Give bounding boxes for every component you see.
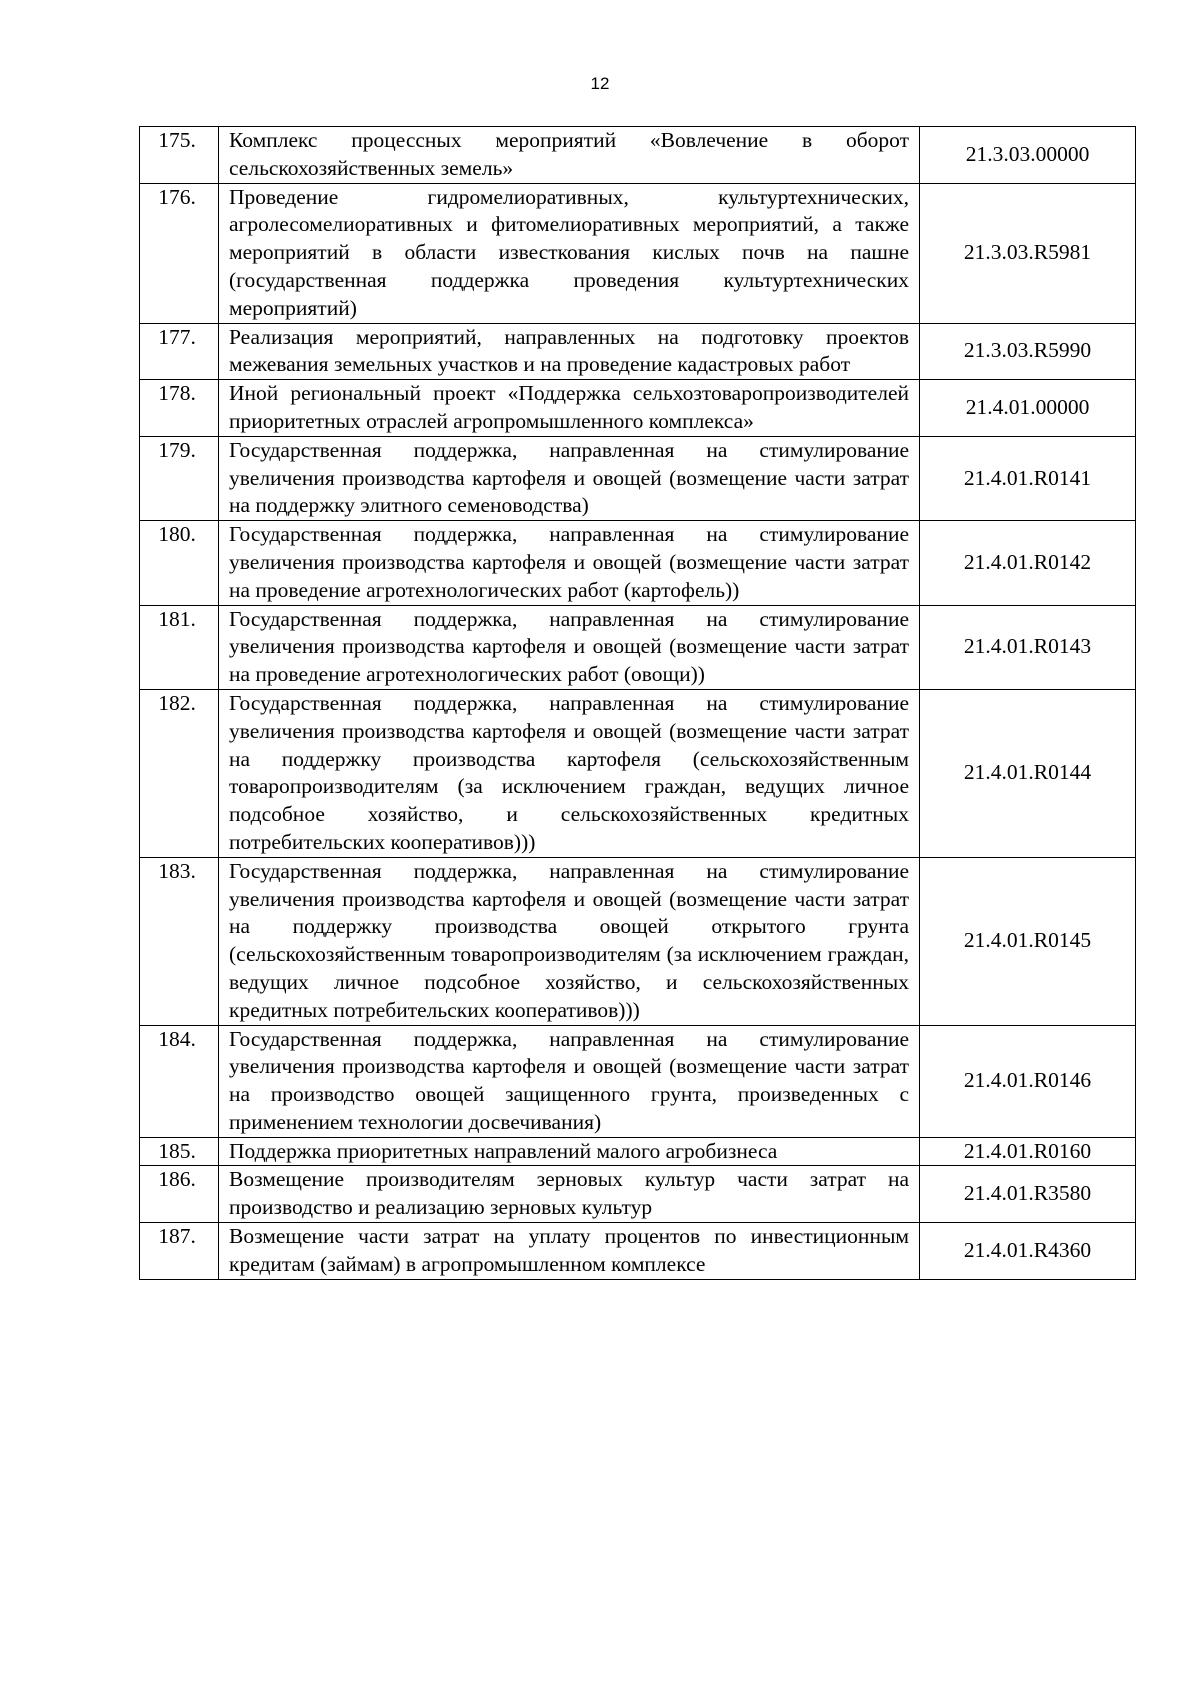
row-number: 184. xyxy=(140,1025,219,1137)
row-description: Государственная поддержка, направленная на стимулирование увеличения производства картофеля и овощей (возмещение части затрат на поддержку элитного семеноводства) xyxy=(219,436,920,520)
row-description: Государственная поддержка, направленная на стимулирование увеличения производства картофеля и овощей (возмещение части затрат на поддержку производства картофеля (сельскохозяйственным товаропроизводителям (за исключением граждан, ведущих личное подсобное хозяйство, и сельскохозяйственных кредитных потребительских кооперативов))) xyxy=(219,689,920,857)
row-number: 175. xyxy=(140,127,219,184)
row-code: 21.3.03.R5990 xyxy=(920,323,1136,380)
row-code: 21.4.01.R0143 xyxy=(920,605,1136,689)
table-row xyxy=(140,1223,1136,1280)
table-row xyxy=(140,183,1136,323)
row-code: 21.3.03.00000 xyxy=(920,127,1136,184)
row-code: 21.4.01.R0160 xyxy=(920,1137,1136,1166)
table-row xyxy=(140,323,1136,380)
row-number: 176. xyxy=(140,183,219,323)
table-row xyxy=(140,127,1136,184)
row-code: 21.4.01.R0145 xyxy=(920,857,1136,1025)
row-description: Возмещение производителям зерновых культур части затрат на производство и реализацию зерновых культур xyxy=(219,1166,920,1223)
table-row xyxy=(140,1025,1136,1137)
row-code: 21.4.01.00000 xyxy=(920,380,1136,437)
row-number: 183. xyxy=(140,857,219,1025)
budget-code-table xyxy=(139,126,1136,1280)
row-number: 180. xyxy=(140,521,219,605)
row-description: Государственная поддержка, направленная на стимулирование увеличения производства картофеля и овощей (возмещение части затрат на проведение агротехнологических работ (овощи)) xyxy=(219,605,920,689)
row-number: 181. xyxy=(140,605,219,689)
row-code: 21.4.01.R0146 xyxy=(920,1025,1136,1137)
row-description: Комплекс процессных мероприятий «Вовлечение в оборот сельскохозяйственных земель» xyxy=(219,127,920,184)
row-description: Реализация мероприятий, направленных на подготовку проектов межевания земельных участков и на проведение кадастровых работ xyxy=(219,323,920,380)
row-description: Государственная поддержка, направленная на стимулирование увеличения производства картофеля и овощей (возмещение части затрат на производство овощей защищенного грунта, произведенных с применением технологии досвечивания) xyxy=(219,1025,920,1137)
row-code: 21.4.01.R0141 xyxy=(920,436,1136,520)
row-description: Иной региональный проект «Поддержка сельхозтоваропроизводителей приоритетных отраслей агропромышленного комплекса» xyxy=(219,380,920,437)
table-row xyxy=(140,380,1136,437)
row-description: Проведение гидромелиоративных, культуртехнических, агролесомелиоративных и фитомелиоративных мероприятий, а также мероприятий в области известкования кислых почв на пашне (государственная поддержка проведения культуртехнических мероприятий) xyxy=(219,183,920,323)
table-row xyxy=(140,1166,1136,1223)
row-number: 179. xyxy=(140,436,219,520)
page-number: 12 xyxy=(590,74,610,93)
row-description: Государственная поддержка, направленная на стимулирование увеличения производства картофеля и овощей (возмещение части затрат на проведение агротехнологических работ (картофель)) xyxy=(219,521,920,605)
row-number: 182. xyxy=(140,689,219,857)
row-number: 185. xyxy=(140,1137,219,1166)
row-code: 21.3.03.R5981 xyxy=(920,183,1136,323)
row-code: 21.4.01.R0144 xyxy=(920,689,1136,857)
table-row xyxy=(140,689,1136,857)
row-number: 186. xyxy=(140,1166,219,1223)
row-number: 178. xyxy=(140,380,219,437)
row-number: 187. xyxy=(140,1223,219,1280)
row-number: 177. xyxy=(140,323,219,380)
table-row xyxy=(140,521,1136,605)
table-row xyxy=(140,605,1136,689)
table-row xyxy=(140,436,1136,520)
row-code: 21.4.01.R4360 xyxy=(920,1223,1136,1280)
row-description: Государственная поддержка, направленная на стимулирование увеличения производства картофеля и овощей (возмещение части затрат на поддержку производства овощей открытого грунта (сельскохозяйственным товаропроизводителям (за исключением граждан, ведущих личное подсобное хозяйство, и сельскохозяйственных кредитных потребительских кооперативов))) xyxy=(219,857,920,1025)
row-description: Поддержка приоритетных направлений малого агробизнеса xyxy=(219,1137,920,1166)
table-row xyxy=(140,857,1136,1025)
row-code: 21.4.01.R0142 xyxy=(920,521,1136,605)
row-code: 21.4.01.R3580 xyxy=(920,1166,1136,1223)
row-description: Возмещение части затрат на уплату процентов по инвестиционным кредитам (займам) в агропромышленном комплексе xyxy=(219,1223,920,1280)
table-row xyxy=(140,1137,1136,1166)
